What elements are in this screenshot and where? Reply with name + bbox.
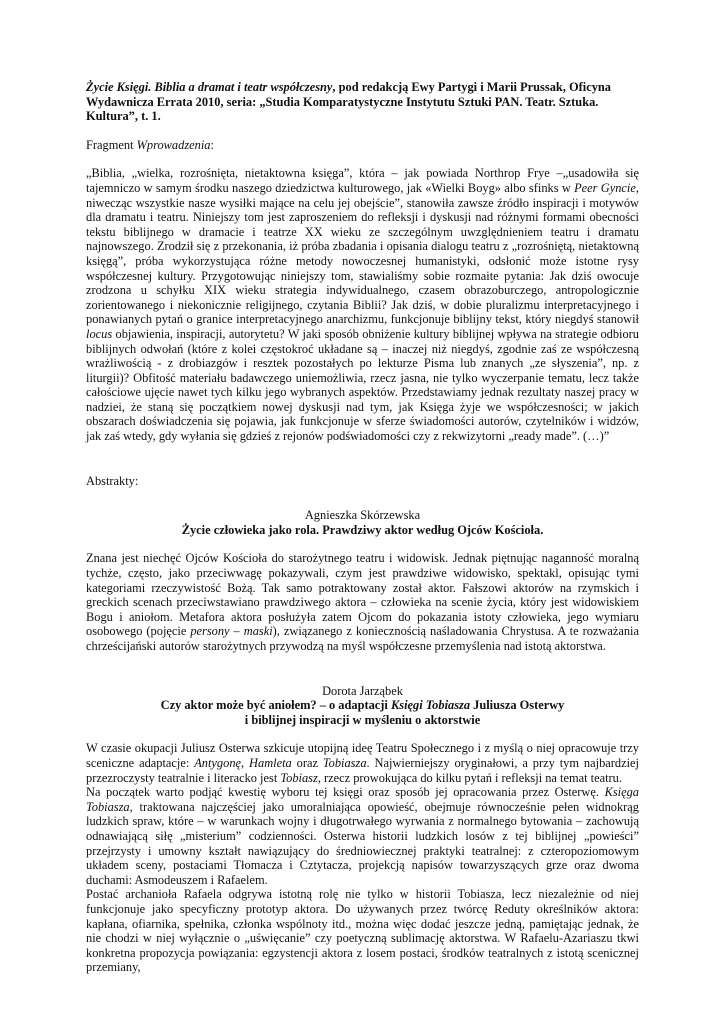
abstract2-author: Dorota Jarząbek: [322, 683, 403, 698]
abstract2-paragraph-3: Postać archanioła Rafaela odgrywa istotną rolę nie tylko w historii Tobiasza, lecz niezależnie od niej funkcjonuje jako specyficzny prototyp aktora. Do używanych przez twórcę Reduty określników aktora: kapłana, ofiarnika, spełnika, członka wspólnoty itd., można więc dodać jeszcze jedną, pamiętając jednak, że nie chodzi w niej wyłącznie o „uświęcanie” czy poetyczną sublimację aktorstwa. W Rafaelu-Azariaszu tkwi konkretna propozycja powiązania: egzystencji aktora z losem postaci, środków teatralnych z istotą scenicznej przemiany,: [86, 887, 639, 975]
book-title: Życie Księgi. Biblia a dramat i teatr współczesny: [86, 80, 333, 94]
introduction-fragment: „Biblia, „wielka, rozrośnięta, nietaktowna księga”, która – jak powiada Northrop Frye –„usadowiła się tajemniczo w samym środku naszego dziedzictwa kulturowego, jak «Wielki Boyg» albo sfinks w Peer Gyncie, niwecząc wszystkie nasze wysiłki mające na celu jej obejście”, stanowiła zawsze źródło inspiracji i motywów dla dramatu i teatru. Niniejszy tom jest zaproszeniem do refleksji i dyskusji nad różnymi formami obecności tekstu biblijnego w dramacie i teatrze XX wieku ze szczególnym uwzględnieniem teatru i dramatu najnowszego. Zrodził się z przekonania, iż próba zbadania i opisania dialogu teatru z „rozrośniętą, nietaktowną księgą”, próba wykorzystująca różne metody nowoczesnej humanistyki, odsłonić może istotne rysy współczesnej kultury. Przygotowując niniejszy tom, stawialiśmy sobie rozmaite pytania: Jak dziś owocuje zrodzona u schyłku XIX wieku strategia indywidualnego, czasem obrazoburczego, antropologicznie zorientowanego i niekonicznie religijnego, czytania Biblii? Jak dziś, w dobie pluralizmu interpretacyjnego i ponawianych pytań o granice interpretacyjnego anarchizmu, funkcjonuje biblijny tekst, który niegdyś stanowił locus objawienia, inspiracji, autorytetu? W jaki sposób obniżenie kultury biblijnej wpływa na strategie odbioru biblijnych odwołań (które z kolei częstokroć układane są – inaczej niż niegdyś, zgodnie zaś ze współczesną wrażliwością - z drobiazgów i resztek pozostałych po lekturze Pisma lub znanych „ze słyszenia”, np. z liturgii)? Obfitość materiału badawczego uniemożliwia, rzecz jasna, nie tylko wyczerpanie tematu, lecz także całościowe ujęcie nawet tych kilku jego wybranych aspektów. Przedstawiamy jednak rezultaty naszej pracy w nadziei, że staną się początkiem nowej dyskusji nad tym, jak Księga żyje we współczesności; w jakich obszarach doświadczenia się pojawia, jak funkcjonuje w sferze świadomości autorów, czytelników i widzów, jak zaś wtedy, gdy wyłania się gdzieś z rejonów podświadomości czy z rekwizytorni „ready made”. (…)”: [86, 166, 639, 444]
abstract1-author: Agnieszka Skórzewska: [304, 508, 421, 523]
abstract2-title-line2: i biblijnej inspiracji w myśleniu o aktorstwie: [244, 712, 481, 727]
fragment-label: Fragment Wprowadzenia:: [86, 137, 214, 152]
abstract2-title: Czy aktor może być aniołem? – o adaptacji Księgi Tobiasza Juliusza Osterwy: [160, 698, 565, 713]
document-page: [86, 80, 639, 975]
abstract2-paragraph-1: W czasie okupacji Juliusz Osterwa szkicuje utopijną ideę Teatru Społecznego i z myślą o niej opracowuje trzy sceniczne adaptacje: Antygonę, Hamleta oraz Tobiasza. Najwierniejszy oryginałowi, a przy tym najbardziej przezroczysty teatralnie i literacko jest Tobiasz, rzecz prowokująca do kilku pytań i refleksji na temat teatru.: [86, 741, 639, 785]
abstracts-heading: Abstrakty:: [86, 473, 139, 488]
abstract2-paragraph-2: Na początek warto podjąć kwestię wyboru tej księgi oraz sposób jej opracowania przez Osterwę. Księga Tobiasza, traktowana najczęściej jako umoralniająca opowieść, obejmuje równocześnie pełen widnokrąg ludzkich spraw, które – w warunkach wojny i długotrwałego wyrwania z normalnego bytowania – zachowują odnawiającą siłę „misterium” codzienności. Osterwa historii ludzkich losów z tej biblijnej „powieści” przejrzysty i umowny kształt nawiązujący do średniowiecznej praktyki teatralnej: z czteropoziomowym układem sceny, postaciami Tłomacza i Cztytacza, projekcją napisów towarzyszących grze oraz dwoma duchami: Asmodeuszem i Rafaelem.: [86, 785, 639, 887]
book-citation-details: , pod redakcją Ewy Partygi i Marii Prussak, Oficyna Wydawnicza Errata 2010, seria: „Studia Komparatystyczne Instytutu Sztuki PAN. Teatr. Sztuka. Kultura”, t. 1.: [86, 80, 611, 124]
abstract1-body: Znana jest niechęć Ojców Kościoła do starożytnego teatru i widowisk. Jednak piętnując naganność moralną tychże, często, jako przeciwwagę pokazywali, czym jest prawdziwe widowisko, spektakl, opisując tymi kategoriami rzeczywistość Bożą. Tak samo potraktowany został aktor. Fałszowi aktorów na rzymskich i greckich scenach przeciwstawiano prawdziwego aktora – człowieka na scenie życia, który jest widowiskiem Bogu i aniołom. Metafora aktora posłużyła zatem Ojcom do pokazania istoty człowieka, jego wymiaru osobowego (pojęcie persony – maski), związanego z koniecznością naśladowania Chrystusa. A te rozważania chrześcijański autorów starożytnych przywodzą na myśl współczesne przemyślenia nad istotą aktorstwa.: [86, 551, 639, 653]
book-citation: [86, 80, 639, 124]
abstract1-title: Życie człowieka jako rola. Prawdziwy aktor według Ojców Kościoła.: [181, 522, 544, 537]
